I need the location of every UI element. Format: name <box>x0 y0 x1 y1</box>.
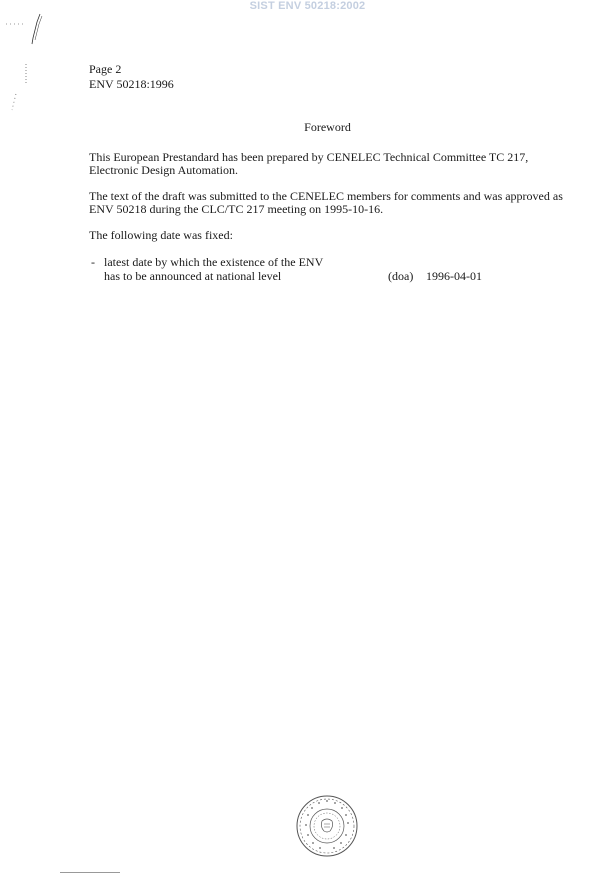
official-stamp-seal-icon <box>294 793 360 859</box>
date-description-line-1: latest date by which the existence of the ENV <box>104 255 324 269</box>
foreword-title: Foreword <box>304 120 351 134</box>
foreword-paragraph-1: This European Prestandard has been prepared by CENELEC Technical Committee TC 217, Electronic Design Automation. <box>89 150 529 177</box>
foreword-paragraph-2: The text of the draft was submitted to the CENELEC members for comments and was approved as ENV 50218 during the CLC/TC 217 meeting on 1995-10-16. <box>89 189 563 216</box>
document-id: ENV 50218:1996 <box>89 77 174 91</box>
fixed-dates-list <box>91 256 511 284</box>
footer-rule <box>60 872 120 873</box>
date-value: 1996-04-01 <box>426 269 482 283</box>
foreword-paragraph-3: The following date was fixed: <box>89 228 233 242</box>
watermark: SIST ENV 50218:2002 <box>249 0 366 12</box>
date-description-line-2: has to be announced at national level <box>104 269 282 283</box>
list-dash: - <box>91 255 95 269</box>
page-number: Page 2 <box>89 62 122 76</box>
list-item <box>91 256 511 270</box>
date-abbreviation: (doa) <box>388 269 414 283</box>
page-header <box>89 62 174 92</box>
list-item-continuation <box>91 270 511 284</box>
margin-binding-marks <box>4 8 48 118</box>
